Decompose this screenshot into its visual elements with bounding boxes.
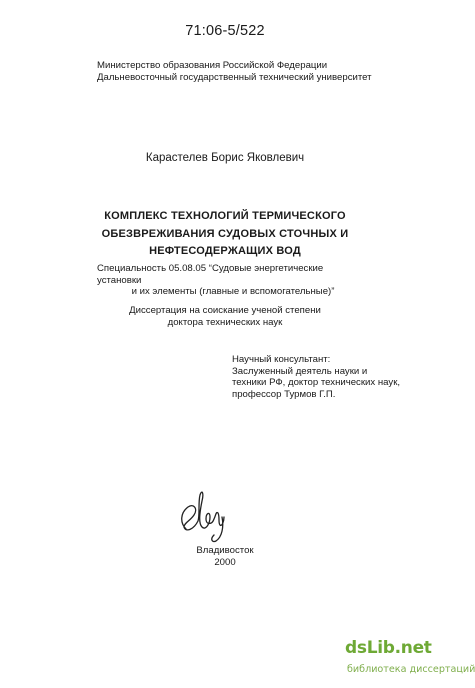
watermark-subtitle: библиотека диссертаций (347, 664, 475, 675)
watermark-logo[interactable]: dsLib.net (345, 638, 432, 658)
consultant-line: Заслуженный деятель науки и (232, 365, 368, 377)
title-line: ОБЕЗВРЕЖИВАНИЯ СУДОВЫХ СТОЧНЫХ И (101, 227, 349, 240)
place-and-year (0, 545, 450, 569)
year: 2000 (214, 557, 236, 568)
specialty-block (97, 263, 369, 298)
consultant-label: Научный консультант: (232, 354, 331, 365)
consultant-block (232, 354, 400, 400)
degree-line: Диссертация на соискание ученой степени (129, 305, 321, 316)
degree-block (0, 305, 450, 328)
university-line: Дальневосточный государственный технический университет (97, 72, 372, 83)
title-line: НЕФТЕСОДЕРЖАЩИХ ВОД (149, 245, 301, 257)
specialty-line: и их элементы (главные и вспомогательные)” (131, 286, 335, 297)
specialty-line: Специальность 05.08.05 “Судовые энергетические установки (97, 263, 324, 286)
city: Владивосток (196, 545, 254, 556)
document-code: 71:06-5/522 (185, 23, 265, 39)
signature (176, 483, 232, 543)
ministry-header (97, 60, 372, 84)
consultant-name: профессор Турмов Г.П. (232, 388, 336, 400)
degree-line: доктора технических наук (167, 316, 283, 328)
dissertation-title (60, 208, 390, 261)
consultant-line: техники РФ, доктор технических наук, (232, 377, 401, 389)
title-line: КОМПЛЕКС ТЕХНОЛОГИЙ ТЕРМИЧЕСКОГО (104, 210, 346, 222)
ministry-line: Министерство образования Российской Федерации (97, 60, 328, 71)
author-name: Карастелев Борис Яковлевич (145, 152, 305, 164)
